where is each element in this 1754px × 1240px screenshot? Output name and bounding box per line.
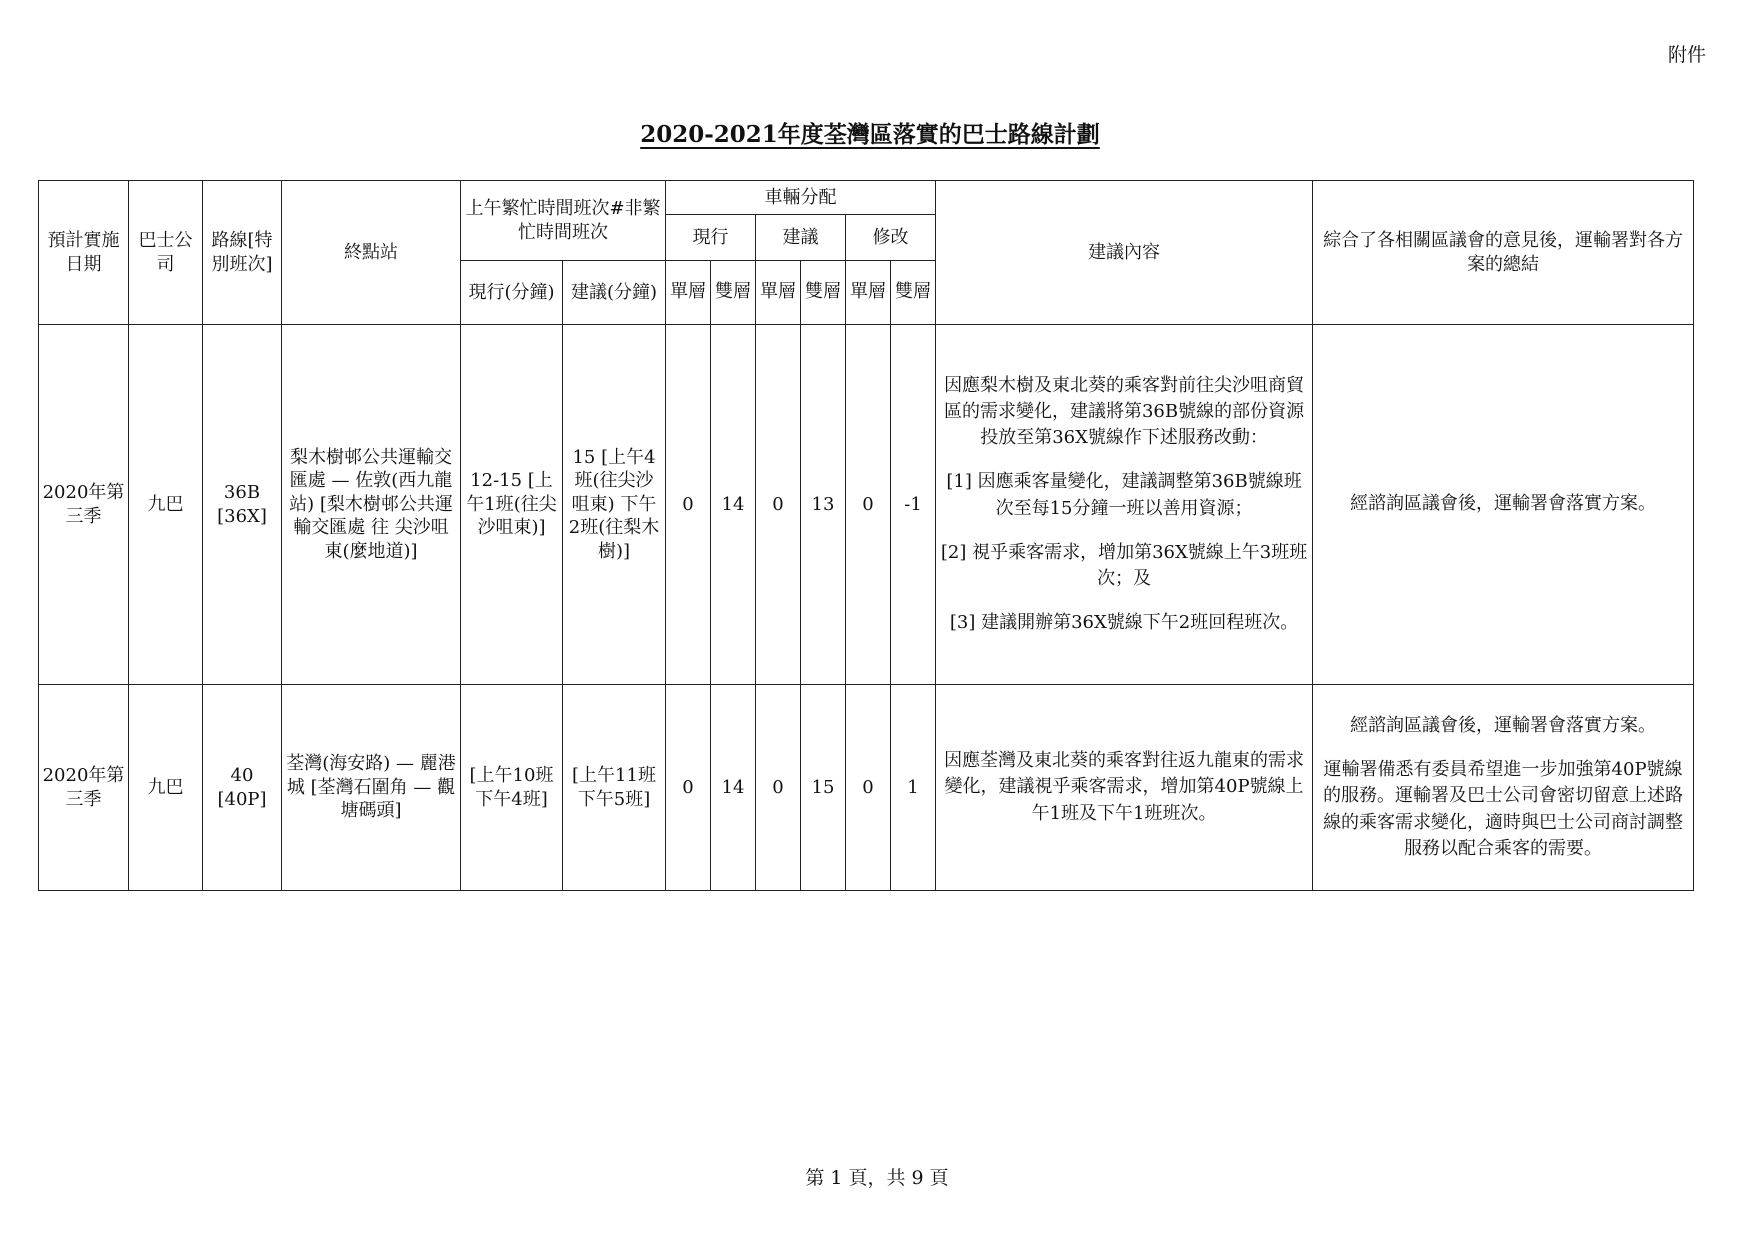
row-proposal: [936, 685, 1313, 891]
header-double: 雙層: [891, 261, 936, 325]
header-single: 單層: [756, 261, 801, 325]
row-freq-proposed: 15 [上午4班(往尖沙咀東) 下午2班(往梨木樹)]: [563, 325, 666, 685]
bus-route-table: [38, 180, 1694, 891]
row-company: 九巴: [129, 685, 203, 891]
row-pro-single: 0: [756, 325, 801, 685]
row-pro-single: 0: [756, 685, 801, 891]
header-single: 單層: [846, 261, 891, 325]
proposal-paragraph: [3] 建議開辦第36X號線下午2班回程班次。: [949, 611, 1299, 633]
row-terminus: 梨木樹邨公共運輸交匯處 — 佐敦(西九龍站) [梨木樹邨公共運輸交匯處 往 尖沙咀東(麼地道)]: [282, 325, 461, 685]
row-chg-single: 0: [846, 685, 891, 891]
row-freq-current: 12-15 [上午1班(往尖沙咀東)]: [461, 325, 563, 685]
row-date: 2020年第三季: [39, 685, 129, 891]
header-summary: 綜合了各相關區議會的意見後，運輸署對各方案的總結: [1313, 181, 1694, 325]
row-pro-double: 13: [801, 325, 846, 685]
header-double: 雙層: [711, 261, 756, 325]
proposal-paragraph: [2] 視乎乘客需求，增加第36X號線上午3班班次；及: [940, 541, 1308, 589]
header-freq-proposed: 建議(分鐘): [563, 261, 666, 325]
row-cur-single: 0: [666, 325, 711, 685]
row-chg-single: 0: [846, 325, 891, 685]
row-company: 九巴: [129, 325, 203, 685]
summary-paragraph: 經諮詢區議會後，運輸署會落實方案。: [1350, 493, 1657, 515]
row-cur-double: 14: [711, 325, 756, 685]
row-cur-double: 14: [711, 685, 756, 891]
row-summary: [1313, 325, 1694, 685]
summary-paragraph: 經諮詢區議會後，運輸署會落實方案。: [1350, 715, 1657, 737]
header-company: 巴士公司: [129, 181, 203, 325]
proposal-paragraph: 因應梨木樹及東北葵的乘客對前往尖沙咀商貿區的需求變化，建議將第36B號線的部份資源投放至第36X號線作下述服務改動：: [943, 375, 1305, 449]
header-frequency: 上午繁忙時間班次#非繁忙時間班次: [461, 181, 666, 261]
page-number: 第 1 頁，共 9 頁: [805, 1167, 949, 1189]
page-title: 2020-2021年度荃灣區落實的巴士路線計劃: [640, 121, 1100, 148]
row-chg-double: 1: [891, 685, 936, 891]
table-row: [39, 685, 1694, 891]
row-route: 40 [40P]: [203, 685, 282, 891]
header-terminus: 終點站: [282, 181, 461, 325]
row-route: 36B [36X]: [203, 325, 282, 685]
row-freq-proposed: [上午11班下午5班]: [563, 685, 666, 891]
row-cur-single: 0: [666, 685, 711, 891]
header-allocation: 車輛分配: [666, 181, 936, 215]
proposal-paragraph: 因應荃灣及東北葵的乘客對往返九龍東的需求變化，建議視乎乘客需求，增加第40P號線上午1班及下午1班班次。: [944, 750, 1305, 824]
summary-paragraph: 運輸署備悉有委員希望進一步加強第40P號線的服務。運輸署及巴士公司會密切留意上述路線的乘客需求變化，適時與巴士公司商討調整服務以配合乘客的需要。: [1323, 759, 1684, 859]
header-freq-current: 現行(分鐘): [461, 261, 563, 325]
attachment-label: 附件: [1668, 44, 1707, 66]
header-route: 路線[特別班次]: [203, 181, 282, 325]
header-proposal: 建議內容: [936, 181, 1313, 325]
header-date: 預計實施日期: [39, 181, 129, 325]
row-date: 2020年第三季: [39, 325, 129, 685]
row-chg-double: -1: [891, 325, 936, 685]
proposal-paragraph: [1] 因應乘客量變化，建議調整第36B號線班次至每15分鐘一班以善用資源；: [946, 471, 1302, 519]
header-alloc-proposed: 建議: [756, 215, 846, 261]
header-single: 單層: [666, 261, 711, 325]
row-summary: [1313, 685, 1694, 891]
header-alloc-change: 修改: [846, 215, 936, 261]
table-row: [39, 325, 1694, 685]
header-double: 雙層: [801, 261, 846, 325]
header-alloc-current: 現行: [666, 215, 756, 261]
row-terminus: 荃灣(海安路) — 麗港城 [荃灣石圍角 — 觀塘碼頭]: [282, 685, 461, 891]
row-proposal: [936, 325, 1313, 685]
row-pro-double: 15: [801, 685, 846, 891]
row-freq-current: [上午10班下午4班]: [461, 685, 563, 891]
